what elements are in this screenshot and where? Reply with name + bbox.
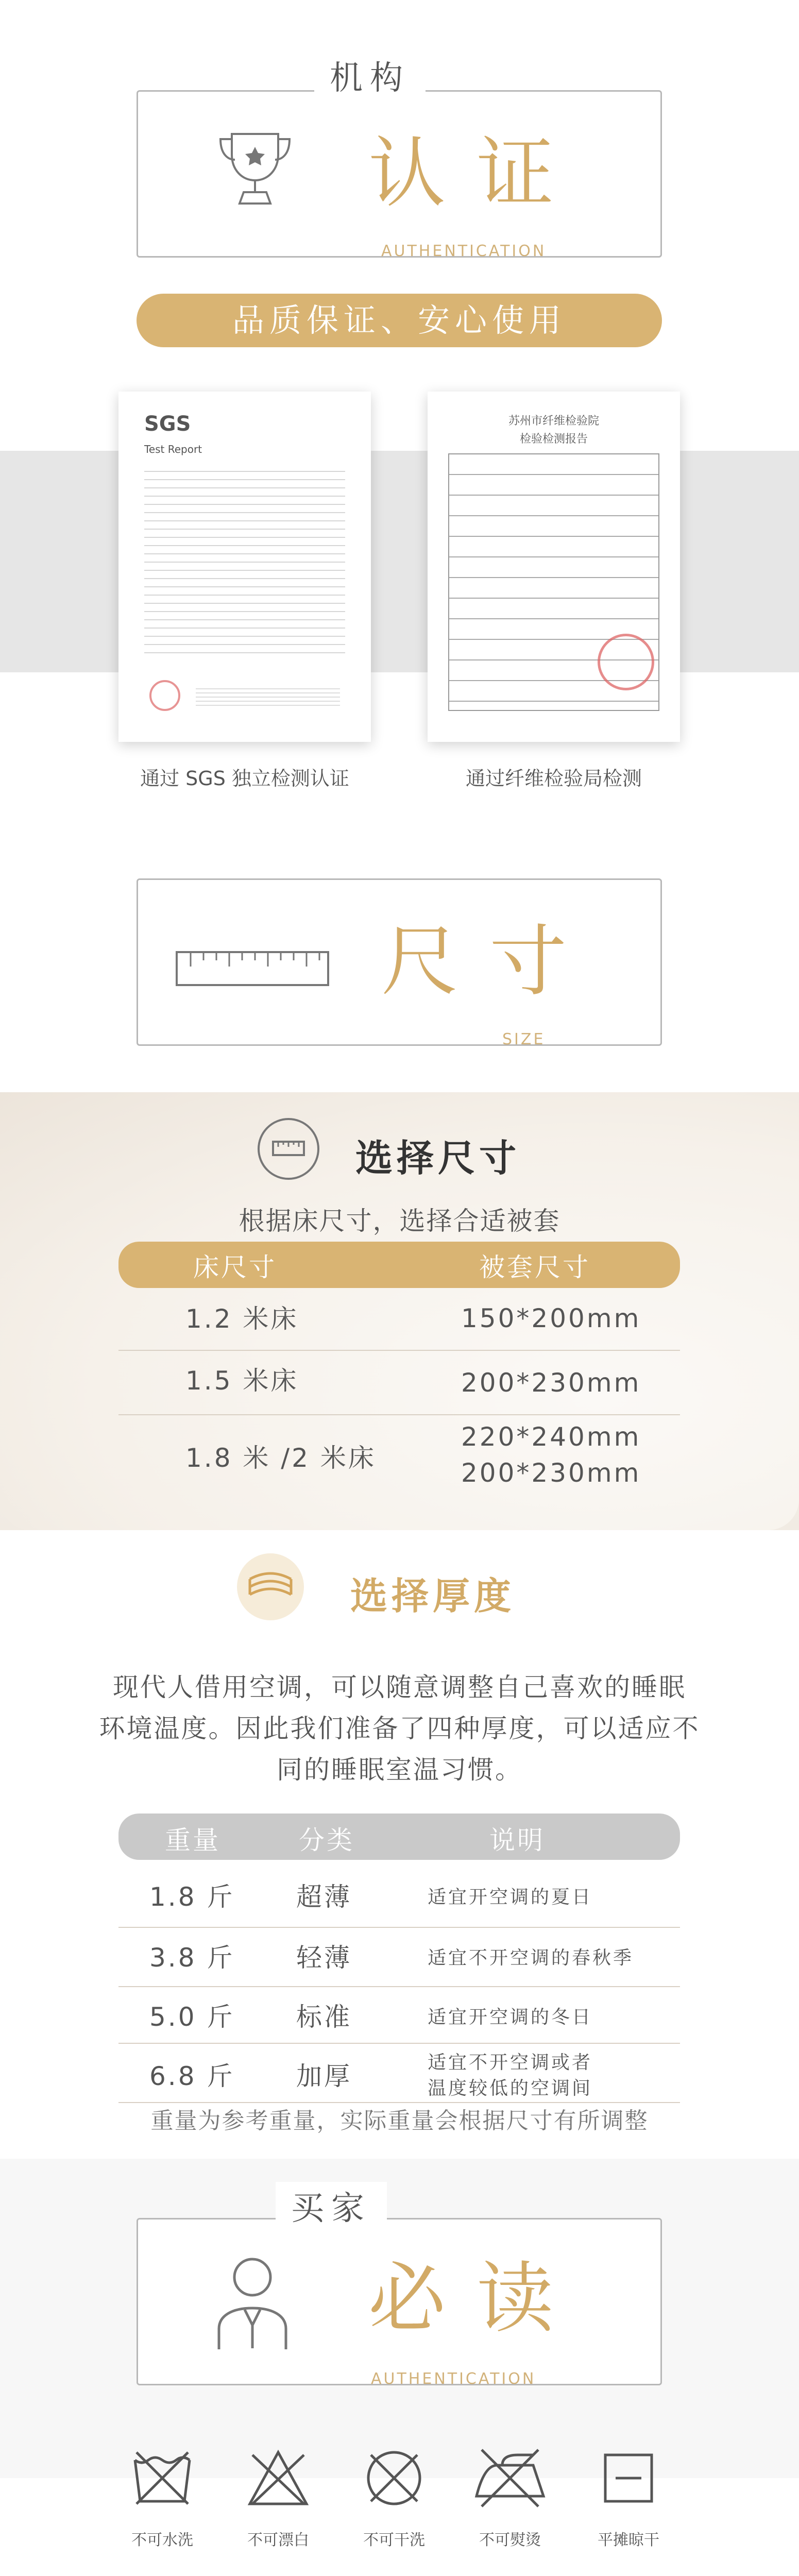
thick-row4-desc: 适宜不开空调或者 — [428, 2052, 593, 2073]
thick-divider — [118, 2043, 680, 2044]
no-bleach-icon — [245, 2445, 312, 2512]
cert-section — [0, 0, 799, 804]
thick-divider — [118, 1986, 680, 1987]
must-head: 买家 — [276, 2182, 387, 2229]
fiber-caption: 通过纤维检验局检测 — [465, 767, 642, 790]
thick-row3-type: 标准 — [296, 2002, 352, 2032]
size-row1-cover: 150*200mm — [461, 1303, 641, 1333]
cert-head: 机构 — [314, 52, 426, 99]
bed-size-icon — [258, 1118, 319, 1180]
size-row2-cover: 200*230mm — [461, 1368, 641, 1398]
cert-title: 认证 — [368, 129, 585, 218]
select-size-desc: 根据床尺寸，选择合适被套 — [239, 1206, 560, 1236]
care-label: 不可干洗 — [363, 2531, 425, 2549]
thick-row2-type: 轻薄 — [296, 1943, 352, 1973]
flat-dry-icon — [595, 2445, 662, 2512]
thickness-footnote: 重量为参考重量，实际重量会根据尺寸有所调整 — [150, 2108, 649, 2134]
sgs-caption: 通过 SGS 独立检测认证 — [140, 767, 349, 790]
size-col-cover: 被套尺寸 — [479, 1252, 590, 1282]
fiber-sub: 检验检测报告 — [519, 433, 588, 446]
cert-sub: AUTHENTICATION — [381, 242, 547, 260]
cert-pill: 品质保证、安心使用 — [137, 294, 662, 347]
care-label: 不可熨烫 — [479, 2531, 541, 2549]
trophy-icon — [216, 126, 294, 209]
select-size-title: 选择尺寸 — [355, 1137, 521, 1180]
thickness-desc-2: 环境温度。因此我们准备了四种厚度，可以适应不 — [99, 1714, 700, 1743]
thick-row4-weight: 6.8 斤 — [149, 2061, 235, 2091]
thickness-section — [0, 1530, 799, 2159]
ruler-icon — [175, 951, 330, 987]
care-label: 平摊晾干 — [598, 2531, 659, 2549]
person-icon — [209, 2249, 296, 2352]
sgs-heading: Test Report — [144, 443, 202, 455]
thick-row2-desc: 适宜不开空调的春秋季 — [428, 1947, 634, 1969]
thickness-icon — [237, 1553, 304, 1620]
thick-row3-desc: 适宜开空调的冬日 — [428, 2007, 593, 2028]
thickness-title: 选择厚度 — [350, 1574, 516, 1618]
thickness-desc-1: 现代人借用空调，可以随意调整自己喜欢的睡眠 — [113, 1672, 686, 1702]
thick-row4-desc2: 温度较低的空调间 — [428, 2078, 593, 2099]
size-row1-bed: 1.2 米床 — [185, 1304, 299, 1334]
must-read-section — [0, 2159, 799, 2576]
thick-col-type: 分类 — [299, 1825, 354, 1855]
thickness-desc-3: 同的睡眠室温习惯。 — [277, 1755, 522, 1785]
fiber-report-image — [428, 392, 680, 742]
thick-row4-type: 加厚 — [296, 2061, 352, 2091]
size-row3-bed: 1.8 米 /2 米床 — [185, 1443, 376, 1473]
size-row2-bed: 1.5 米床 — [185, 1366, 299, 1396]
care-no-wash — [121, 2445, 203, 2548]
size-sub: SIZE — [502, 1030, 546, 1048]
fiber-heading: 苏州市纤维检验院 — [508, 415, 599, 428]
thick-row2-weight: 3.8 斤 — [149, 1943, 235, 1973]
no-dryclean-icon — [361, 2445, 428, 2512]
thick-col-desc: 说明 — [489, 1825, 545, 1855]
size-divider — [118, 1414, 680, 1415]
sgs-report-image — [118, 392, 371, 742]
no-iron-icon — [471, 2445, 549, 2512]
care-no-bleach — [237, 2445, 319, 2548]
thick-divider — [118, 1927, 680, 1928]
size-row3-cover: 220*240mm — [461, 1422, 641, 1452]
thick-row3-weight: 5.0 斤 — [149, 2002, 235, 2032]
thick-row1-type: 超薄 — [296, 1882, 352, 1912]
must-title: 必读 — [368, 2254, 585, 2344]
care-label: 不可漂白 — [247, 2531, 309, 2549]
thick-col-weight: 重量 — [165, 1825, 220, 1855]
size-row3-cover2: 200*230mm — [461, 1458, 641, 1488]
size-divider — [118, 1350, 680, 1351]
care-no-iron — [469, 2445, 551, 2548]
no-wash-icon — [129, 2445, 196, 2512]
thick-row1-desc: 适宜开空调的夏日 — [428, 1887, 593, 1908]
must-sub: AUTHENTICATION — [371, 2370, 536, 2388]
care-label: 不可水洗 — [131, 2531, 193, 2549]
size-col-bed: 床尺寸 — [193, 1252, 277, 1282]
sgs-logo: SGS — [144, 412, 191, 436]
care-no-dryclean — [353, 2445, 435, 2548]
care-flat-dry — [587, 2445, 670, 2548]
size-table-section — [0, 1092, 799, 1530]
size-title: 尺寸 — [381, 917, 598, 1007]
size-header — [0, 804, 799, 1092]
thick-row1-weight: 1.8 斤 — [149, 1882, 235, 1912]
